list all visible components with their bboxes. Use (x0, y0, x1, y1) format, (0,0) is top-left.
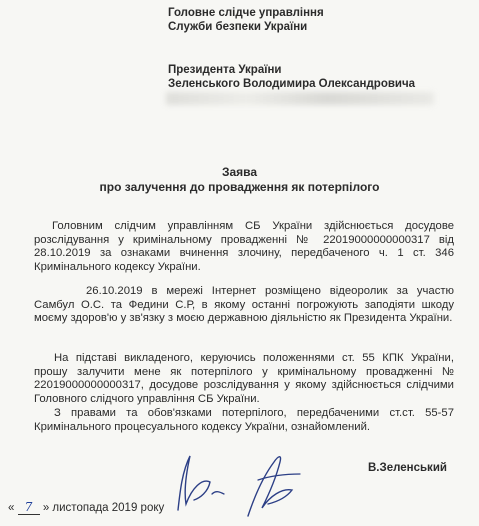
redacted-address (166, 92, 434, 105)
paragraph-2: 26.10.2019 в мережі Інтернет розміщено відеоролик за участю Самбул О.С. та Федини С.Р, в якому останні погрожують заподіяти шкоду моєму здоров'ю у зв'язку з моєю державною діяльністю як Президента України. (34, 285, 454, 324)
paragraph-4: З правами та обов'язками потерпілого, передбаченими ст.ст. 55-57 Кримінального процесуального кодексу України, ознайомлений. (34, 407, 454, 433)
handwritten-signature (150, 448, 320, 518)
document-date (8, 500, 164, 515)
date-open-quote: « (8, 502, 15, 514)
document-subtitle: про залучення до провадження як потерпілого (99, 180, 380, 194)
signature-name: В.Зеленський (368, 462, 447, 474)
date-close-quote: » (42, 502, 50, 514)
date-month-year: листопада 2019 року (52, 502, 165, 514)
paragraph-1: Головним слідчим управлінням СБ України здійснюється досудове розслідування у кримінальному провадженні № 22019000000000317 від 28.10.2019 за ознаками вчинення злочину, передбаченого ч. 1 ст. 346 Кримінального кодексу України. (34, 220, 454, 273)
sender-line-1: Президента України (168, 64, 282, 76)
recipient-line-2: Служби безпеки України (168, 21, 308, 33)
paragraph-3: На підставі викладеного, керуючись положеннями ст. 55 КПК України, прошу залучити мене як потерпілого у кримінальному провадженні № 22019000000000317, досудове розслідування у якому здійснюється слідчими Головного слідчого управління СБ України. (34, 352, 454, 405)
document-title: Заява (221, 165, 258, 179)
recipient-line-1: Головне слідче управління (168, 7, 324, 19)
date-day: 7 (18, 500, 40, 515)
sender-line-2: Зеленського Володимира Олександровича (168, 78, 416, 90)
